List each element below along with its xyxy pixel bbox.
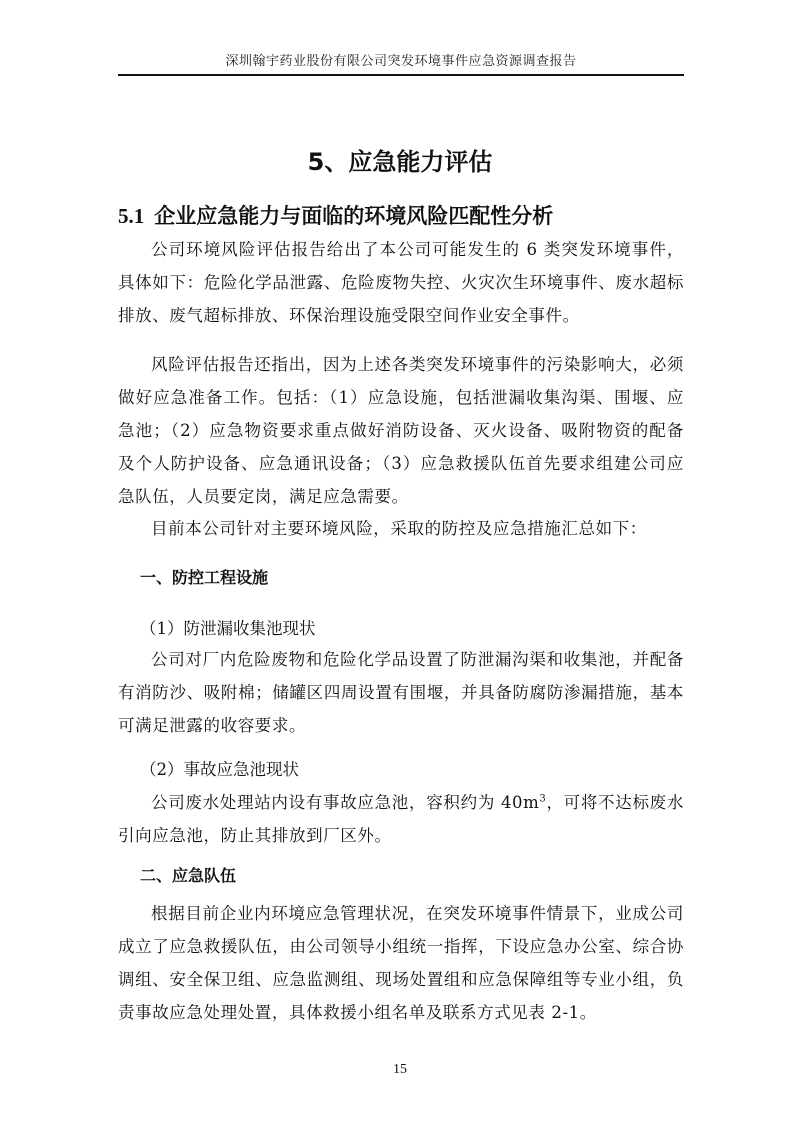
- section-number: 5.1: [118, 204, 145, 228]
- paragraph-leak-collection: 公司对厂内危险废物和危险化学品设置了防泄漏沟渠和收集池，并配备有消防沙、吸附棉；储罐区四周设置有围堰，并具备防腐防渗漏措施，基本可满足泄露的收容要求。: [118, 650, 684, 735]
- paragraph-summary-intro: 目前本公司针对主要环境风险，采取的防控及应急措施汇总如下：: [151, 519, 647, 538]
- subheading-emergency-pool: （2）事故应急池现状: [140, 760, 299, 779]
- superscript-cubic: 3: [539, 793, 547, 805]
- emergency-pool-text-a: 公司废水处理站内设有事故应急池，容积约为 40m: [151, 793, 540, 812]
- header-divider: [118, 74, 684, 76]
- heading-emergency-team: 二、应急队伍: [140, 866, 237, 885]
- paragraph-risk-events: 公司环境风险评估报告给出了本公司可能发生的 6 类突发环境事件，具体如下：危险化学品泄露、危险废物失控、火灾次生环境事件、废水超标排放、废气超标排放、环保治理设施受限空间作业安全事件。: [118, 240, 684, 325]
- running-header: 深圳翰宇药业股份有限公司突发环境事件应急资源调查报告: [225, 54, 577, 69]
- paragraph-emergency-team: 根据目前企业内环境应急管理状况，在突发环境事件情景下，业成公司成立了应急救援队伍，由公司领导小组统一指挥，下设应急办公室、综合协调组、安全保卫组、应急监测组、现场处置组和应急保障组等专业小组，负责事故应急处理处置，具体救援小组名单及联系方式见表 2-1。: [118, 904, 684, 1022]
- paragraph-preparation: 风险评估报告还指出，因为上述各类突发环境事件的污染影响大，必须做好应急准备工作。包括：（1）应急设施，包括泄漏收集沟渠、围堰、应急池；（2）应急物资要求重点做好消防设备、灭火设备、吸附物资的配备及个人防护设备、应急通讯设备；（3）应急救援队伍首先要求组建公司应急队伍，人员要定岗，满足应急需要。: [118, 355, 684, 506]
- heading-prevention-facilities: 一、防控工程设施: [140, 568, 269, 587]
- chapter-title: 5、应急能力评估: [307, 148, 493, 176]
- section-title-text: 企业应急能力与面临的环境风险匹配性分析: [154, 204, 554, 228]
- emergency-pool-text-b: ，可将不达标废水引向应急池，防止其排放到厂区外。: [118, 793, 684, 845]
- subheading-leak-collection: （1）防泄漏收集池现状: [140, 619, 316, 638]
- paragraph-emergency-pool: [118, 786, 684, 852]
- section-title: [118, 200, 553, 230]
- page-number: 15: [393, 1062, 407, 1077]
